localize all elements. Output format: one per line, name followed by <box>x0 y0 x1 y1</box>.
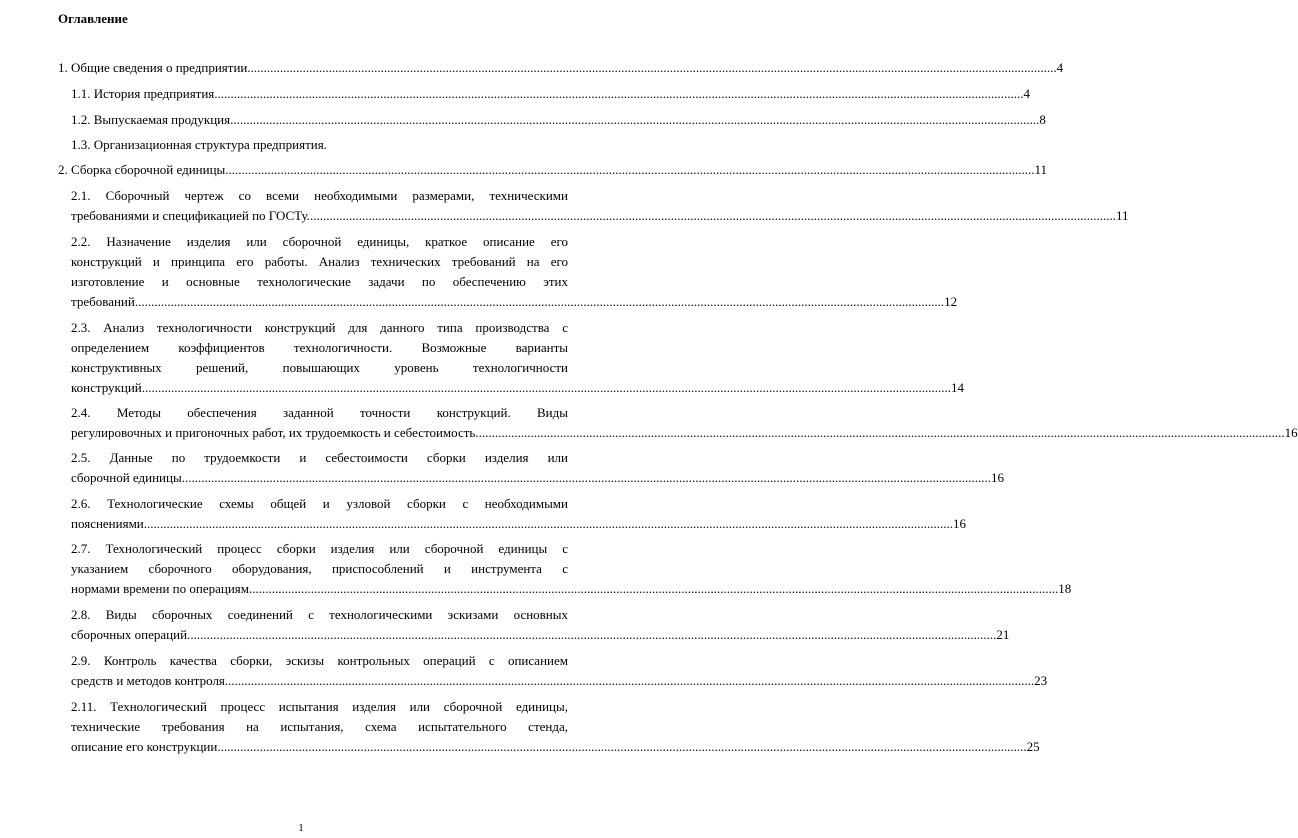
toc-entry-text: 1. Общие сведения о предприятии. <box>58 60 251 75</box>
toc-entry-page: 23 <box>1034 673 1048 688</box>
toc-entry-2-11[interactable]: 2.11. Технологический процесс испытания изделия или сборочной единицы, технические требования на испытания, схема испытательного стенда, описание его конструкции. ........................................................................................................................................................................................................................................................ 25 <box>71 697 568 757</box>
toc-entry-2-4[interactable]: 2.4. Методы обеспечения заданной точности конструкций. Виды регулировочных и пригоночных работ, их трудоемкость и себестоимость. ........................................................................................................................................................................................................................................................ 16 <box>71 403 568 443</box>
toc-entry-page: 16 <box>990 470 1004 485</box>
toc-entry-page: 18 <box>1058 581 1072 596</box>
page-number: 1 <box>298 822 304 834</box>
toc-heading: Оглавление <box>58 11 128 26</box>
toc-entry-page: 11 <box>1115 208 1129 223</box>
toc-entry-2-1[interactable]: 2.1. Сборочный чертеж со всеми необходимыми размерами, техническими требованиями и спецификацией по ГОСТу. ........................................................................................................................................................................................................................................................ 11 <box>71 186 568 226</box>
toc-entry-page: 11 <box>1034 162 1048 177</box>
toc-entry-text: 2. Сборка сборочной единицы. <box>58 162 229 177</box>
toc-entry-2[interactable]: 2. Сборка сборочной единицы. ........................................................................................................................................................................................................................................................ 11 <box>58 160 568 180</box>
toc-entry-2-2[interactable]: 2.2. Назначение изделия или сборочной единицы, краткое описание его конструкций и принципа его работы. Анализ технических требований на его изготовление и основные технологические задачи по обеспечению этих требований. ........................................................................................................................................................................................................................................................ 12 <box>71 232 568 312</box>
toc-entry-2-6[interactable]: 2.6. Технологические схемы общей и узловой сборки с необходимыми пояснениями. ........................................................................................................................................................................................................................................................ 16 <box>71 494 568 534</box>
toc-entry-page: 4 <box>1023 86 1031 101</box>
toc-entry-2-5[interactable]: 2.5. Данные по трудоемкости и себестоимости сборки изделия или сборочной единицы. ........................................................................................................................................................................................................................................................ 16 <box>71 448 568 488</box>
toc-entry-page: 16 <box>953 516 967 531</box>
toc-entry-page: 16 <box>1284 425 1298 440</box>
toc-entry-1-3[interactable] <box>71 135 568 155</box>
toc-entry-2-3[interactable]: 2.3. Анализ технологичности конструкций для данного типа производства с определением коэффициентов технологичности. Возможные варианты конструктивных решений, повышающих уровень технологичности конструкций. ........................................................................................................................................................................................................................................................ 14 <box>71 318 568 398</box>
toc-entry-page: 8 <box>1039 112 1046 127</box>
toc-entry-page: 21 <box>996 627 1010 642</box>
toc-entry-page: 14 <box>951 380 964 395</box>
toc-entry-1[interactable]: 1. Общие сведения о предприятии. ........................................................................................................................................................................................................................................................ 4 <box>58 58 568 78</box>
toc-entry-text: 1.2. Выпускаемая продукция. <box>71 112 234 127</box>
toc-entry-2-7[interactable]: 2.7. Технологический процесс сборки изделия или сборочной единицы с указанием сборочного оборудования, приспособлений и инструмента с нормами времени по операциям. ........................................................................................................................................................................................................................................................ 18 <box>71 539 568 599</box>
toc-entry-2-8[interactable]: 2.8. Виды сборочных соединений с технологическими эскизами основных сборочных операций. ........................................................................................................................................................................................................................................................ 21 <box>71 605 568 645</box>
toc-entry-2-9[interactable]: 2.9. Контроль качества сборки, эскизы контрольных операций с описанием средств и методов контроля. ........................................................................................................................................................................................................................................................ 23 <box>71 651 568 691</box>
toc-entry-1-1[interactable]: 1.1. История предприятия. ........................................................................................................................................................................................................................................................ 4 <box>71 84 568 104</box>
toc-entry-page: 25 <box>1026 739 1040 754</box>
toc-entry-1-2[interactable]: 1.2. Выпускаемая продукция. ........................................................................................................................................................................................................................................................ 8 <box>71 110 568 130</box>
toc-entry-text: 1.3. Организационная структура предприятия. <box>71 137 327 152</box>
toc-entry-page: 12 <box>944 294 958 309</box>
toc-entry-text: 1.1. История предприятия. <box>71 86 218 101</box>
toc-entry-page: 4 <box>1056 60 1064 75</box>
